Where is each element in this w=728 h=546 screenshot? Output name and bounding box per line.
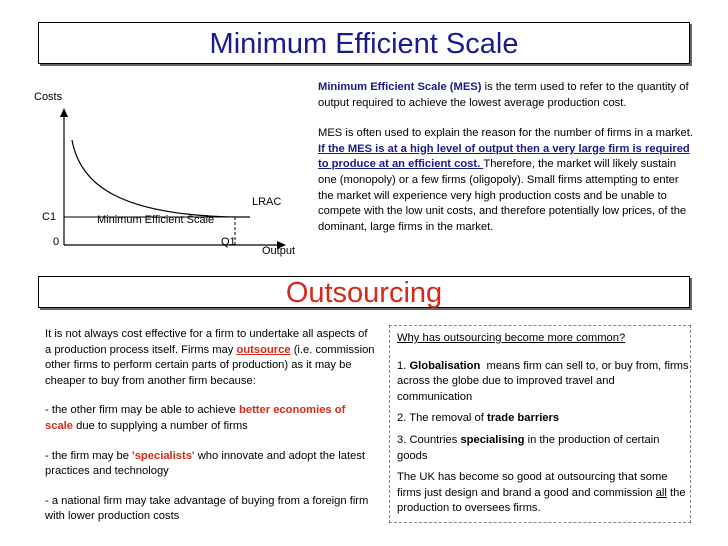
mes-term: Minimum Efficient Scale (MES) xyxy=(318,81,482,93)
title-banner xyxy=(38,22,690,64)
economies-of-scale: better economies of scale xyxy=(45,404,346,432)
mes-paragraph-end: Therefore, the market will likely sustain one (monopoly) or a few firms (oligopoly). Small firms attempting to enter the market will experience very high production costs and be unable to compete with the low unit costs, and therefore potentially low prices, of the dominant, large firms in the market. xyxy=(318,158,687,233)
outsourcing-reasons xyxy=(397,331,692,523)
c1-label: C1 xyxy=(42,211,57,223)
y-axis-arrow xyxy=(60,108,68,117)
outsourcing-left-text xyxy=(45,327,375,539)
mes-highlight: If the MES is at a high level of output then a very large firm is required to produce at an efficient cost. xyxy=(318,142,690,171)
left-paragraph-2 xyxy=(45,403,375,434)
uk-end: the production to oversees firms. xyxy=(397,486,686,515)
left-paragraph-1 xyxy=(45,327,375,389)
left-paragraph-3 xyxy=(45,449,375,480)
lrac-label: LRAC xyxy=(252,196,282,208)
specialists-word: 'specialists' xyxy=(132,449,195,462)
origin-label: 0 xyxy=(53,236,60,248)
globalisation-word: Globalisation xyxy=(409,359,481,372)
reason-1 xyxy=(397,359,692,406)
reason-1-rest: means firm can sell to, or buy from, firms across the globe due to improved travel and communication xyxy=(397,359,692,403)
uk-start: The UK has become so good at outsourcing that some firms just design and brand a good and commission xyxy=(397,471,668,499)
lrac-curve xyxy=(72,140,250,217)
reason-1-num: 1. xyxy=(397,359,410,372)
left-p1-end: (i.e. commission other firms to perform certain parts of production) as it may be cheaper to buy from another firm because: xyxy=(45,343,375,387)
mes-label: Minimum Efficient Scale xyxy=(97,214,215,226)
left-p1-start: It is not always cost effective for a firm to undertake all aspects of a production process itself. Firms may xyxy=(45,328,368,356)
all-word: all xyxy=(655,486,667,499)
left-p3-start: - the firm may be xyxy=(45,449,133,462)
left-p2-start: - the other firm may be able to achieve xyxy=(45,404,240,417)
specialising-word: specialising xyxy=(460,433,525,446)
reason-3 xyxy=(397,433,689,464)
reasons-question: Why has outsourcing become more common? xyxy=(397,332,626,344)
outsourcing-heading: Outsourcing xyxy=(285,277,443,309)
left-p3-end: who innovate and adopt the latest practices and technology xyxy=(45,449,366,478)
mes-description xyxy=(318,80,696,235)
outsource-word: outsource xyxy=(236,343,291,356)
reason-3-start: 3. Countries xyxy=(397,433,461,446)
page-title: Minimum Efficient Scale xyxy=(209,28,519,60)
uk-paragraph xyxy=(397,470,689,517)
mes-definition: is the term used to refer to the quantity of output required to achieve the lowest average production cost. xyxy=(318,81,689,109)
q1-label: Q1 xyxy=(221,236,236,248)
mes-paragraph-start: MES is often used to explain the reason for the number of firms in a market. xyxy=(318,127,693,140)
y-axis-label: Costs xyxy=(34,91,63,103)
outsourcing-banner xyxy=(38,276,690,308)
reason-3-end: in the production of certain goods xyxy=(397,433,660,462)
left-paragraph-4: - a national firm may take advantage of buying from a foreign firm with lower production costs xyxy=(45,494,369,523)
trade-barriers-word: trade barriers xyxy=(486,412,560,425)
x-axis-label: Output xyxy=(262,245,296,257)
left-p2-end: due to supplying a number of firms xyxy=(73,419,248,432)
reason-2 xyxy=(397,411,689,427)
lrac-graph xyxy=(0,80,310,270)
reason-2-start: 2. The removal of xyxy=(397,412,487,425)
